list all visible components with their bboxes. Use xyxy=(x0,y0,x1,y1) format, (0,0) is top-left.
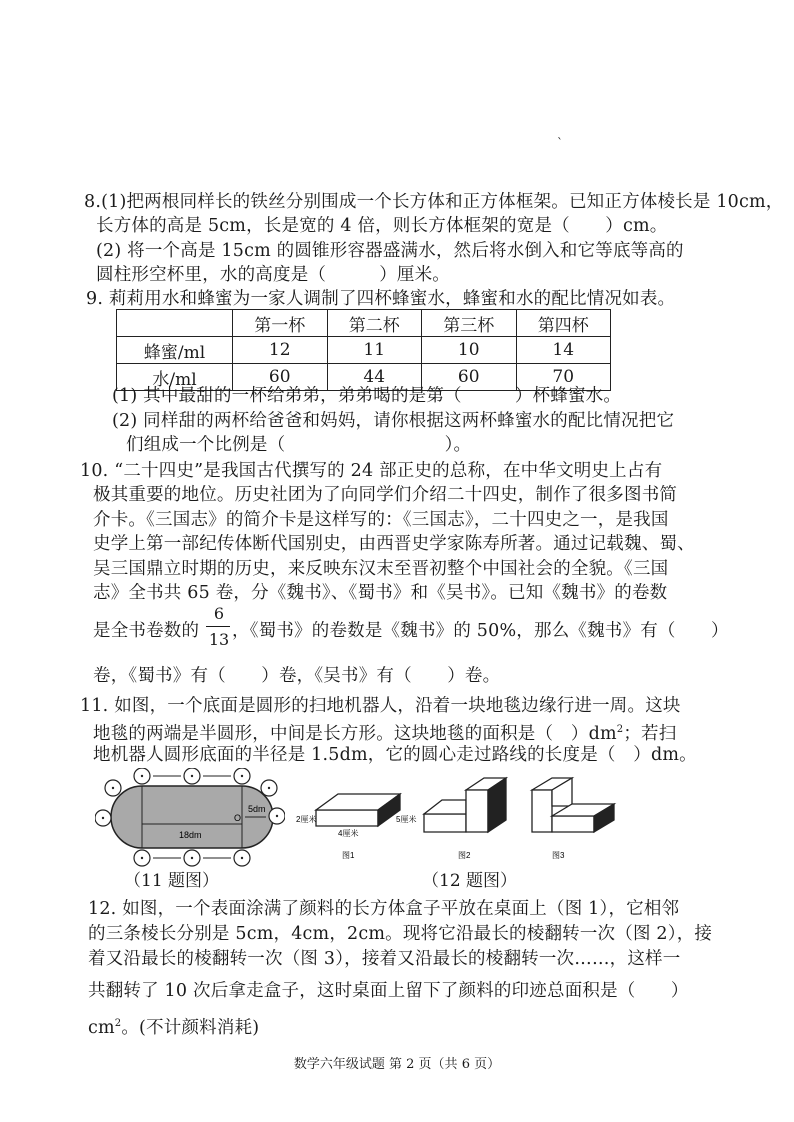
q10-line6: 志》全书共 65 卷，分《魏书》、《蜀书》和《吴书》。已知《魏书》的卷数 xyxy=(93,583,668,603)
table-cell: 14 xyxy=(516,337,611,364)
q10-line7b: ，《蜀书》的卷数是《魏书》的 50%，那么《魏书》有（ ） xyxy=(232,621,729,641)
q10-line4: 史学上第一部纪传体断代国别史，由西晋史学家陈寿所著。通过记载魏、蜀、 xyxy=(93,534,695,554)
q10-line8: 卷，《蜀书》有（ ）卷，《吴书》有（ ）卷。 xyxy=(93,666,501,686)
fraction-bar xyxy=(206,626,230,627)
q8-line1: 8.(1)把两根同样长的铁丝分别围成一个长方体和正方体框架。已知正方体棱长是 10cm， xyxy=(84,192,784,212)
q9-sub2a: (2) 同样甜的两杯给爸爸和妈妈，请你根据这两杯蜂蜜水的配比情况把它 xyxy=(112,411,675,431)
fig3-label: 图3 xyxy=(552,851,565,860)
label-height: 2厘米 xyxy=(296,815,317,824)
table-header-row xyxy=(117,310,611,337)
q8-line4: 圆柱形空杯里，水的高度是（ ）厘米。 xyxy=(96,265,450,285)
fig2-label: 图2 xyxy=(458,851,471,860)
q12-line3: 着又沿最长的棱翻转一次（图 3），接着又沿最长的棱翻转一次……，这样一 xyxy=(88,949,681,969)
q9-sub1: (1) 其中最甜的一杯给弟弟，弟弟喝的是第（ ）杯蜂蜜水。 xyxy=(112,386,622,406)
q11-line2-sup: 2 xyxy=(616,724,624,735)
table-header-cell: 第一杯 xyxy=(233,310,328,337)
fraction-denominator: 13 xyxy=(208,630,230,649)
q11-line2b: ；若扫 xyxy=(623,723,677,744)
q10-line2: 极其重要的地位。历史社团为了向同学们介绍二十四史，制作了很多图书简 xyxy=(93,485,678,505)
table-row xyxy=(117,337,611,364)
q10-line5: 吴三国鼎立时期的历史，来反映东汉末至晋初整个中国社会的全貌。《三国 xyxy=(93,559,669,579)
table-cell: 44 xyxy=(327,364,422,391)
carpet-radius-label: 5dm xyxy=(248,804,266,814)
box-figure-2 xyxy=(424,778,506,832)
q11-line1: 11. 如图，一个底面是圆形的扫地机器人，沿着一块地毯边缘行进一周。这块 xyxy=(80,696,681,716)
table-cell: 11 xyxy=(327,337,422,364)
label-length: 4厘米 xyxy=(338,829,359,838)
box-figure-3 xyxy=(532,778,614,832)
box-figure-1 xyxy=(316,794,400,826)
q9-intro: 9. 莉莉用水和蜂蜜为一家人调制了四杯蜂蜜水，蜂蜜和水的配比情况如表。 xyxy=(86,289,676,309)
q8-line3: (2) 将一个高是 15cm 的圆锥形容器盛满水，然后将水倒入和它等底等高的 xyxy=(96,241,684,261)
page-footer: 数学六年级试题 第 2 页（共 6 页） xyxy=(293,1057,501,1072)
q12-line5b: 。(不计颜料消耗) xyxy=(121,1017,260,1038)
q9-sub2b: 们组成一个比例是（ ）。 xyxy=(126,435,472,455)
table-header-cell: 第三杯 xyxy=(422,310,517,337)
q11-line2a: 地毯的两端是半圆形，中间是长方形。这块地毯的面积是（ ）dm xyxy=(93,723,617,744)
fraction-numerator: 6 xyxy=(213,604,225,623)
box-flip-figures xyxy=(296,776,626,866)
q12-line5-sup: 2 xyxy=(114,1018,122,1029)
table-cell: 60 xyxy=(422,364,517,391)
q12-line5a: cm xyxy=(88,1017,115,1038)
fig1-label: 图1 xyxy=(342,851,355,860)
table-header-cell xyxy=(117,310,233,337)
carpet-length-label: 18dm xyxy=(179,830,202,840)
q12-line1: 12. 如图，一个表面涂满了颜料的长方体盒子平放在桌面上（图 1），它相邻 xyxy=(88,899,680,919)
q12-line5 xyxy=(88,1012,259,1040)
q11-line2 xyxy=(93,718,676,746)
table-cell: 60 xyxy=(233,364,328,391)
table-cell: 12 xyxy=(233,337,328,364)
carpet-robot-figure xyxy=(95,768,285,868)
table-cell: 蜂蜜/ml xyxy=(117,337,233,364)
fig11-caption: （11 题图） xyxy=(124,871,220,891)
q10-line3: 介卡。《三国志》的简介卡是这样写的：《三国志》，二十四史之一，是我国 xyxy=(93,510,669,530)
q10-line7a: 是全书卷数的 xyxy=(93,621,200,641)
table-cell: 70 xyxy=(516,364,611,391)
table-cell: 水/ml xyxy=(117,364,233,391)
honey-water-table xyxy=(116,309,611,391)
q12-line2: 的三条棱长分别是 5cm，4cm，2cm。现将它沿最长的棱翻转一次（图 2），接 xyxy=(88,924,713,944)
scan-speck: ` xyxy=(557,136,563,150)
label-width: 5厘米 xyxy=(396,815,417,824)
table-cell: 10 xyxy=(422,337,517,364)
table-header-cell: 第四杯 xyxy=(516,310,611,337)
q8-line2: 长方体的高是 5cm，长是宽的 4 倍，则长方体框架的宽是（ ）cm。 xyxy=(96,216,668,236)
fig12-caption: （12 题图） xyxy=(422,871,518,891)
q10-line1: 10. “二十四史”是我国古代撰写的 24 部正史的总称，在中华文明史上占有 xyxy=(80,461,663,481)
q11-line3: 地机器人圆形底面的半径是 1.5dm，它的圆心走过路线的长度是（ ）dm。 xyxy=(93,745,697,765)
q12-line4: 共翻转了 10 次后拿走盒子，这时桌面上留下了颜料的印迹总面积是（ ） xyxy=(88,981,689,1001)
table-header-cell: 第二杯 xyxy=(327,310,422,337)
center-o-label: O xyxy=(234,813,242,823)
